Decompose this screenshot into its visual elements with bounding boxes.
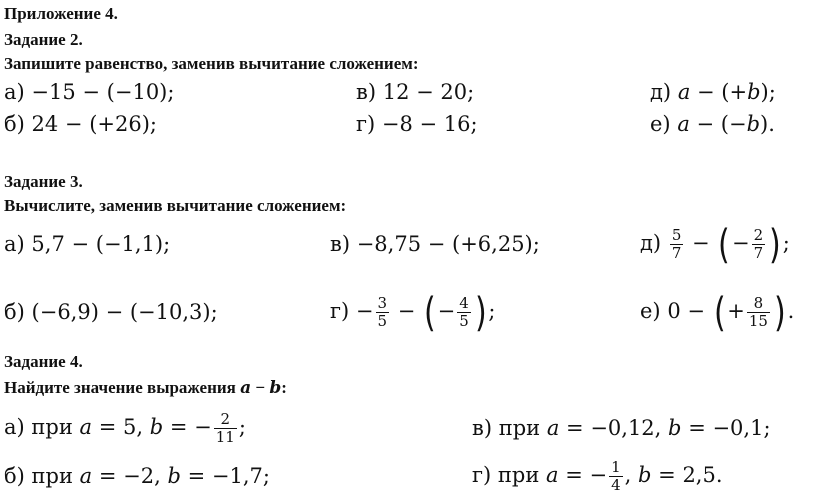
expr-end: ; — [238, 415, 246, 439]
expr-part: − (− — [689, 112, 747, 136]
numerator: 3 — [377, 294, 388, 312]
item-label: в) — [356, 80, 377, 104]
number: 0 — [667, 299, 681, 323]
task4-title: Задание 4. — [4, 352, 83, 371]
a-value: = 5, — [98, 415, 144, 439]
item-label: д) — [640, 231, 662, 255]
right-paren: ) — [769, 221, 781, 268]
operator: − — [251, 378, 270, 397]
task3-item-g — [330, 288, 495, 334]
operator: − — [397, 299, 416, 323]
item-label: г) — [472, 463, 492, 487]
appendix-title: Приложение 4. — [4, 4, 118, 23]
denominator: 4 — [611, 476, 621, 494]
denominator: 5 — [377, 312, 388, 330]
item-label: в) — [472, 416, 493, 440]
a-sign: = − — [565, 463, 608, 487]
fraction — [670, 227, 684, 262]
task2-item-b — [4, 110, 157, 138]
numerator: 8 — [753, 294, 764, 312]
item-label: в) — [330, 232, 351, 256]
instruction-end: : — [281, 378, 287, 397]
fraction — [214, 411, 237, 446]
fraction — [752, 227, 766, 262]
left-paren: ( — [423, 289, 436, 336]
left-paren: ( — [718, 221, 731, 268]
right-paren: ) — [773, 289, 786, 336]
task2-title: Задание 2. — [4, 30, 83, 49]
expr-end: ). — [760, 112, 775, 136]
item-label: е) — [640, 299, 661, 323]
sign: − — [731, 231, 750, 255]
denominator: 7 — [671, 244, 682, 262]
expr-end: , — [624, 463, 632, 487]
var-a: a — [240, 378, 252, 398]
b-value: = −1,7; — [187, 464, 270, 488]
numerator: 4 — [459, 294, 469, 312]
item-label: б) — [4, 300, 25, 324]
item-expression: −8 − 16; — [381, 112, 478, 136]
pri-word: при — [31, 464, 73, 488]
item-expression: 12 − 20; — [382, 80, 475, 104]
task2-instruction: Запишите равенство, заменив вычитание сложением: — [4, 54, 419, 73]
task3-item-v — [330, 230, 540, 258]
item-label: г) — [356, 112, 376, 136]
task3-item-e — [640, 288, 794, 334]
var-b: b — [746, 112, 761, 136]
denominator: 11 — [215, 428, 235, 446]
operator: − — [692, 231, 710, 255]
denominator: 15 — [748, 312, 768, 330]
task4-item-g: г) при a = − $\frac{1}{4}$ , b = 2,5. — [472, 458, 723, 494]
pri-word: при — [497, 463, 540, 487]
fraction — [609, 459, 623, 494]
item-label: е) — [650, 112, 671, 136]
var-b: b — [747, 80, 761, 104]
task4-item-b: б) при a = −2, b = −1,7; — [4, 464, 270, 488]
fraction — [747, 295, 770, 330]
numerator: 2 — [220, 410, 231, 428]
task3-item-a — [4, 230, 170, 258]
left-paren: ( — [713, 289, 726, 336]
pri-word: при — [31, 415, 73, 439]
task2-item-d — [650, 78, 776, 106]
sign: − — [437, 299, 456, 323]
numerator: 1 — [611, 458, 621, 476]
task3-instruction: Вычислите, заменив вычитание сложением: — [4, 196, 347, 215]
numerator: 5 — [671, 226, 682, 244]
var-a: a — [677, 80, 691, 104]
task4-item-v: в) при a = −0,12, b = −0,1; — [472, 416, 771, 440]
a-value: = −0,12, — [566, 416, 662, 440]
item-label: а) — [4, 415, 25, 439]
item-label: а) — [4, 232, 25, 256]
item-label: б) — [4, 112, 25, 136]
item-expression: 24 − (+26); — [31, 112, 157, 136]
b-value: = −0,1; — [688, 416, 771, 440]
item-expression: −15 − (−10); — [31, 80, 175, 104]
sign: − — [355, 299, 374, 323]
task2-item-g — [356, 110, 478, 138]
item-label: г) — [330, 299, 350, 323]
numerator: 2 — [753, 226, 764, 244]
expr-part: − (+ — [690, 80, 748, 104]
task3-item-b — [4, 298, 218, 326]
task2-item-v — [356, 78, 474, 106]
var-b: b — [269, 378, 282, 398]
pri-word: при — [498, 416, 541, 440]
instruction-text: Найдите значение выражения — [4, 378, 241, 397]
expr-end: . — [787, 299, 795, 323]
var-a: a — [677, 112, 690, 136]
denominator: 5 — [459, 312, 469, 330]
fraction — [376, 295, 390, 330]
a-value: = −2, — [98, 464, 161, 488]
item-label: а) — [4, 80, 25, 104]
item-expression: (−6,9) − (−10,3); — [31, 300, 218, 324]
expr-end: ; — [488, 299, 496, 323]
item-expression: 5,7 − (−1,1); — [31, 232, 171, 256]
sign: + — [727, 299, 745, 323]
item-label: б) — [4, 464, 25, 488]
b-value: = 2,5. — [658, 463, 723, 487]
expr-end: ; — [782, 231, 790, 255]
fraction — [457, 295, 471, 330]
denominator: 7 — [753, 244, 764, 262]
item-expression: −8,75 − (+6,25); — [356, 232, 540, 256]
task3-title: Задание 3. — [4, 172, 83, 191]
operator: − — [687, 299, 705, 323]
expr-end: ); — [760, 80, 776, 104]
task2-item-a — [4, 78, 174, 106]
item-label: д) — [650, 80, 672, 104]
right-paren: ) — [474, 289, 487, 336]
task3-item-d — [640, 220, 790, 266]
b-sign: = − — [169, 415, 212, 439]
task4-instruction — [4, 378, 287, 398]
task2-item-e — [650, 110, 775, 138]
task4-item-a: а) при a = 5, b = − $\frac{2}{11}$ ; — [4, 410, 246, 446]
